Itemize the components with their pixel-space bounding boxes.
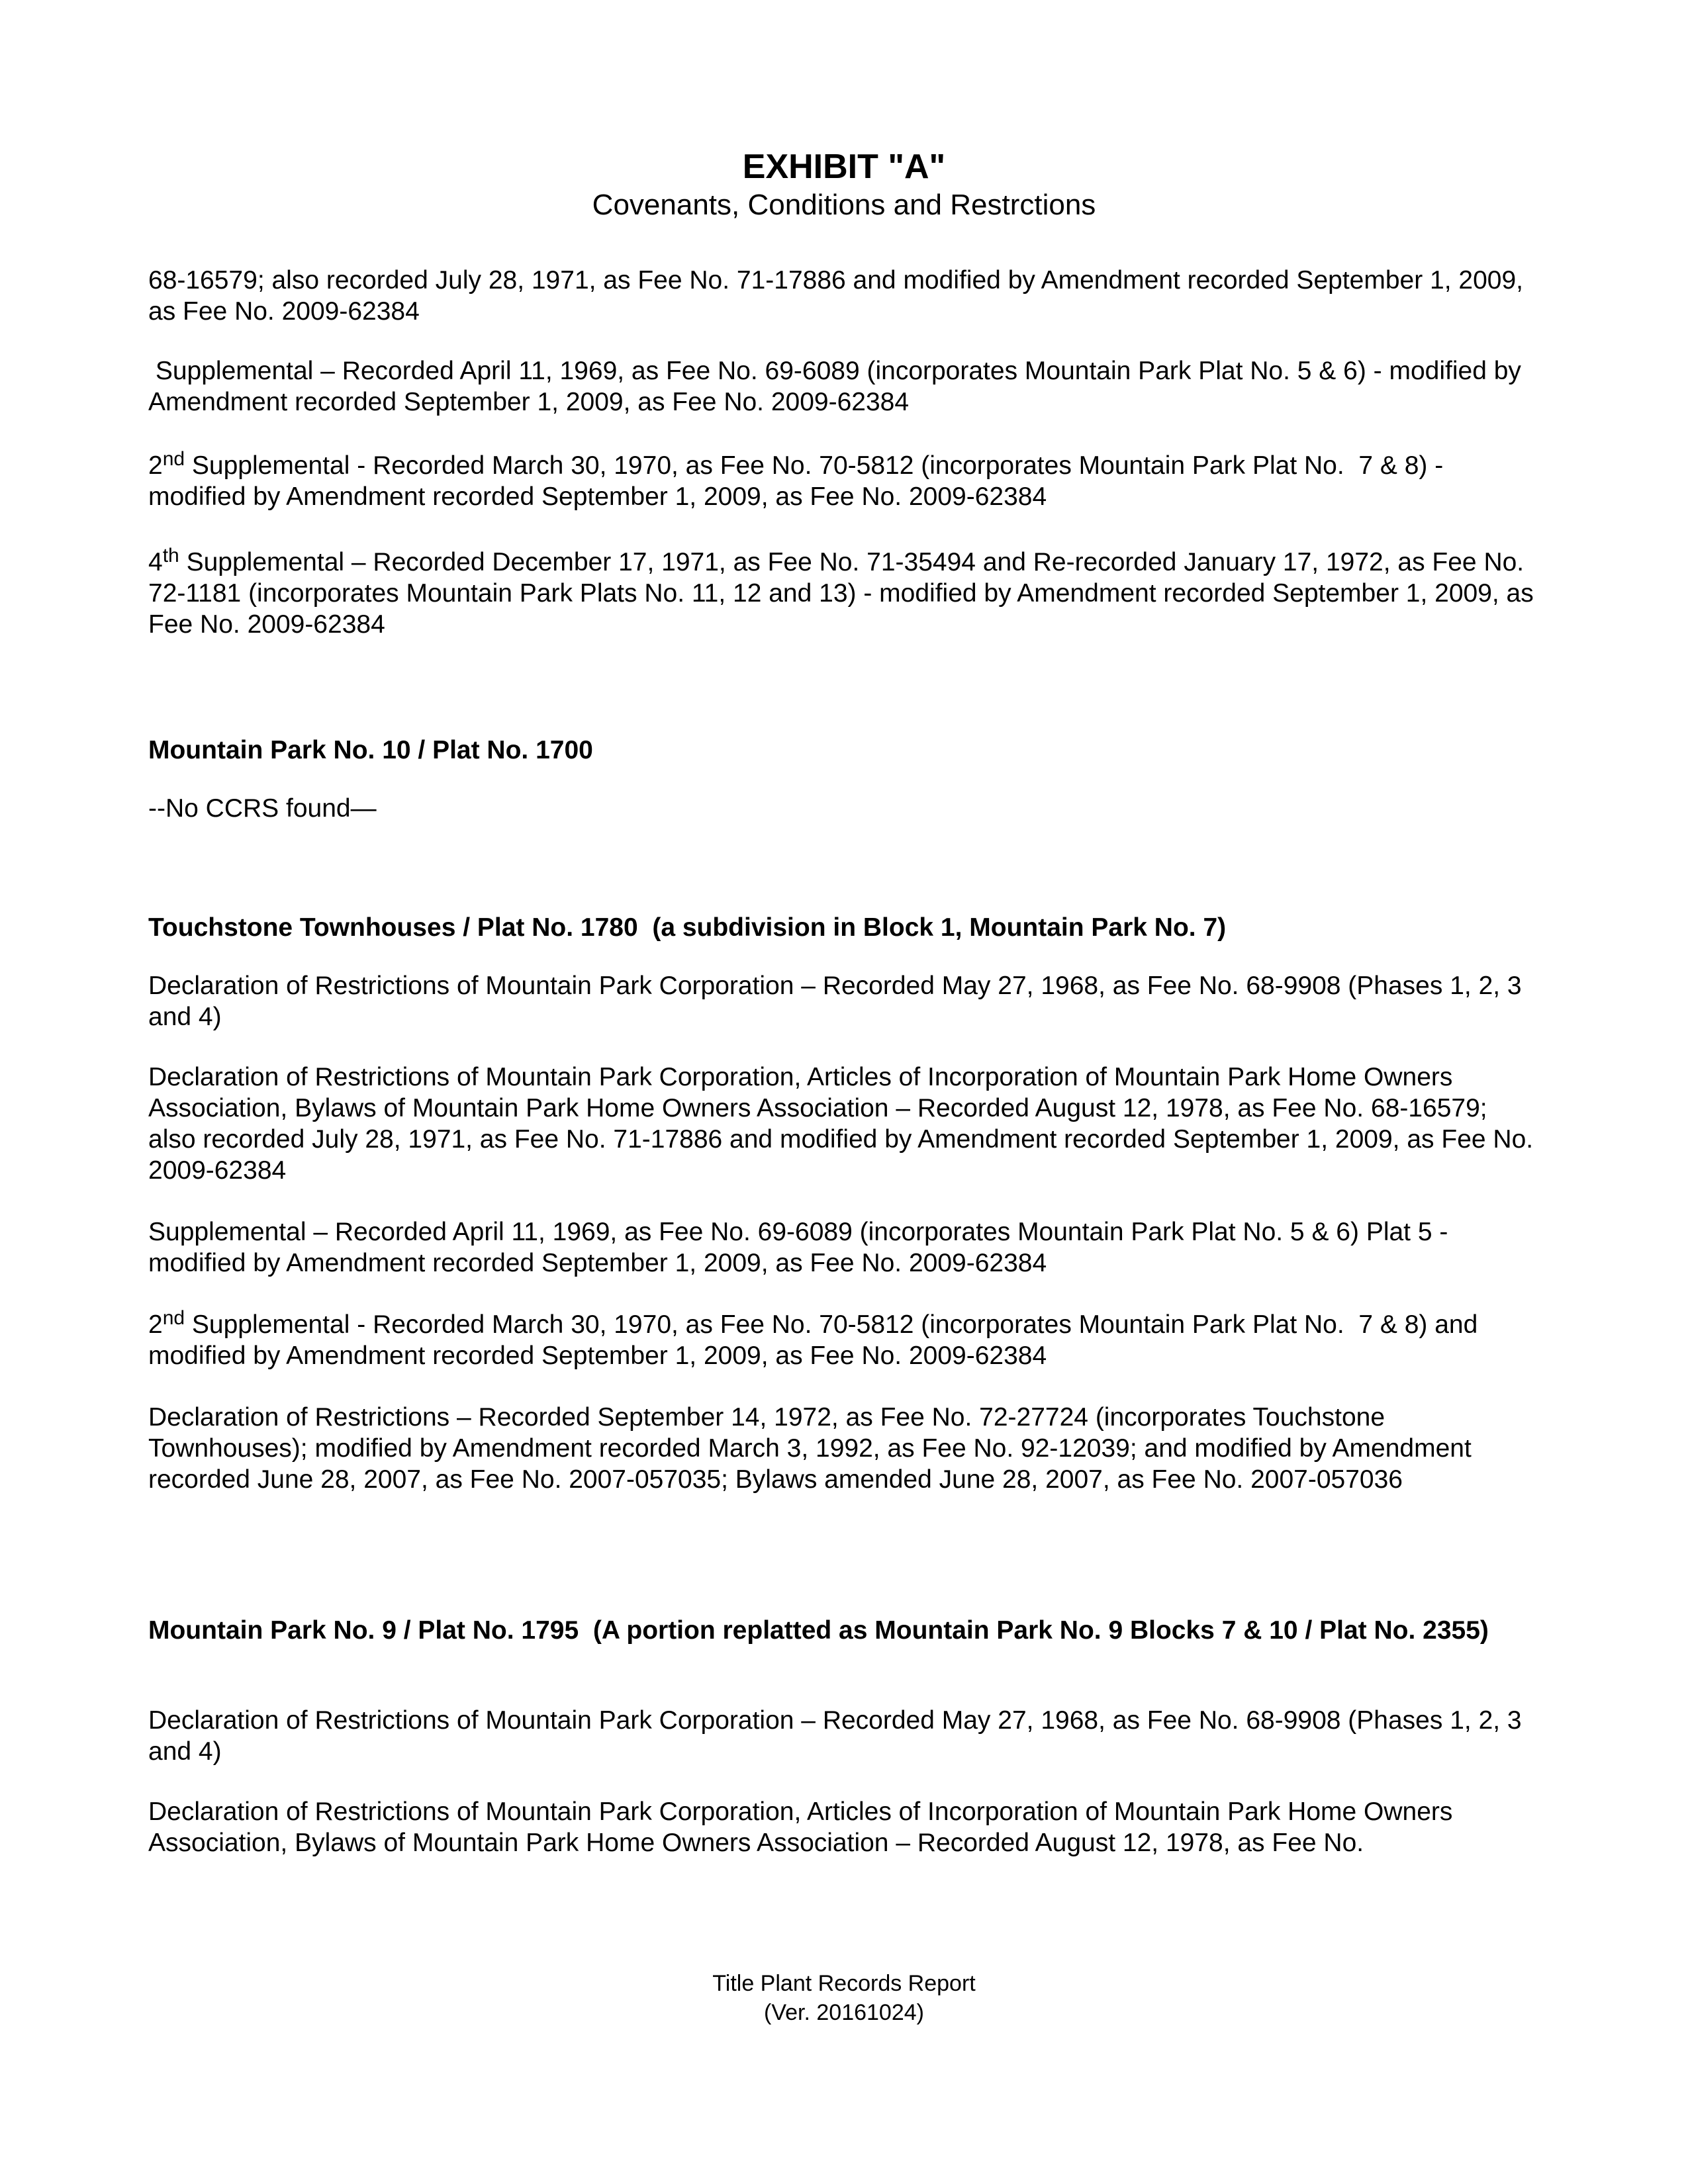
- paragraph: Declaration of Restrictions – Recorded September 14, 1972, as Fee No. 72-27724 (incorporates Touchstone Townhouses); modified by Amendment recorded March 3, 1992, as Fee No. 92-12039; and modified by Amendment recorded June 28, 2007, as Fee No. 2007-057035; Bylaws amended June 28, 2007, as Fee No. 2007-057036: [148, 1403, 1472, 1494]
- paragraph: Declaration of Restrictions of Mountain Park Corporation – Recorded May 27, 1968, as Fee No. 68-9908 (Phases 1, 2, 3 and 4): [148, 1706, 1522, 1766]
- ordinal-number: 2: [148, 451, 163, 480]
- paragraph-text: Supplemental - Recorded March 30, 1970, as Fee No. 70-5812 (incorporates Mountain Park Plat No. 7 & 8) and modified by Amendment recorded September 1, 2009, as Fee No. 2009-62384: [148, 1310, 1485, 1370]
- paragraph: Supplemental – Recorded April 11, 1969, as Fee No. 69-6089 (incorporates Mountain Park Plat No. 5 & 6) Plat 5 - modified by Amendment recorded September 1, 2009, as Fee No. 2009-62384: [148, 1218, 1448, 1277]
- ordinal-number: 2: [148, 1310, 163, 1339]
- ordinal-suffix: nd: [162, 448, 185, 470]
- ordinal-number: 4: [148, 548, 163, 576]
- footer-version: (Ver. 20161024): [764, 2000, 924, 2025]
- page-footer: [0, 1969, 1688, 2027]
- exhibit-subtitle: Covenants, Conditions and Restrctions: [592, 189, 1096, 221]
- paragraph: Supplemental – Recorded April 11, 1969, as Fee No. 69-6089 (incorporates Mountain Park Plat No. 5 & 6) - modified by Amendment recorded September 1, 2009, as Fee No. 2009-62384: [148, 357, 1527, 416]
- ordinal-suffix: nd: [162, 1307, 185, 1329]
- paragraph: 68-16579; also recorded July 28, 1971, as Fee No. 71-17886 and modified by Amendment recorded September 1, 2009, as Fee No. 2009-62384: [148, 266, 1523, 326]
- paragraph-ordinal: [148, 545, 1541, 640]
- section-heading: Mountain Park No. 10 / Plat No. 1700: [148, 736, 593, 764]
- paragraph-text: Supplemental – Recorded December 17, 1971, as Fee No. 71-35494 and Re-recorded January 17, 1972, as Fee No. 72-1181 (incorporates Mountain Park Plats No. 11, 12 and 13) - modified by Amendment recorded September 1, 2009, as Fee No. 2009-62384: [148, 548, 1541, 639]
- paragraph: Declaration of Restrictions of Mountain Park Corporation – Recorded May 27, 1968, as Fee No. 68-9908 (Phases 1, 2, 3 and 4): [148, 972, 1522, 1031]
- section-heading: Touchstone Townhouses / Plat No. 1780 (a subdivision in Block 1, Mountain Park No. 7): [148, 913, 1227, 942]
- paragraph-ordinal: [148, 450, 1538, 512]
- section-note: --No CCRS found—: [148, 794, 377, 823]
- paragraph: Declaration of Restrictions of Mountain Park Corporation, Articles of Incorporation of Mountain Park Home Owners Association, Bylaws of Mountain Park Home Owners Association – Recorded August 12, 1978, as Fee No.: [148, 1797, 1453, 1857]
- document-header: [0, 147, 1688, 224]
- footer-report-title: Title Plant Records Report: [712, 1971, 976, 1996]
- paragraph: Declaration of Restrictions of Mountain Park Corporation, Articles of Incorporation of Mountain Park Home Owners Association, Bylaws of Mountain Park Home Owners Association – Recorded August 12, 1978, as Fee No. 68-16579; also recorded July 28, 1971, as Fee No. 71-17886 and modified by Amendment recorded September 1, 2009, as Fee No. 2009-62384: [148, 1063, 1534, 1185]
- section-heading: Mountain Park No. 9 / Plat No. 1795 (A portion replatted as Mountain Park No. 9 Blocks 7 & 10 / Plat No. 2355): [148, 1616, 1489, 1645]
- paragraph-ordinal: [148, 1309, 1538, 1371]
- paragraph-text: Supplemental - Recorded March 30, 1970, as Fee No. 70-5812 (incorporates Mountain Park Plat No. 7 & 8) - modified by Amendment recorded September 1, 2009, as Fee No. 2009-62384: [148, 451, 1451, 511]
- exhibit-title: EXHIBIT "A": [742, 148, 946, 186]
- ordinal-suffix: th: [162, 545, 179, 567]
